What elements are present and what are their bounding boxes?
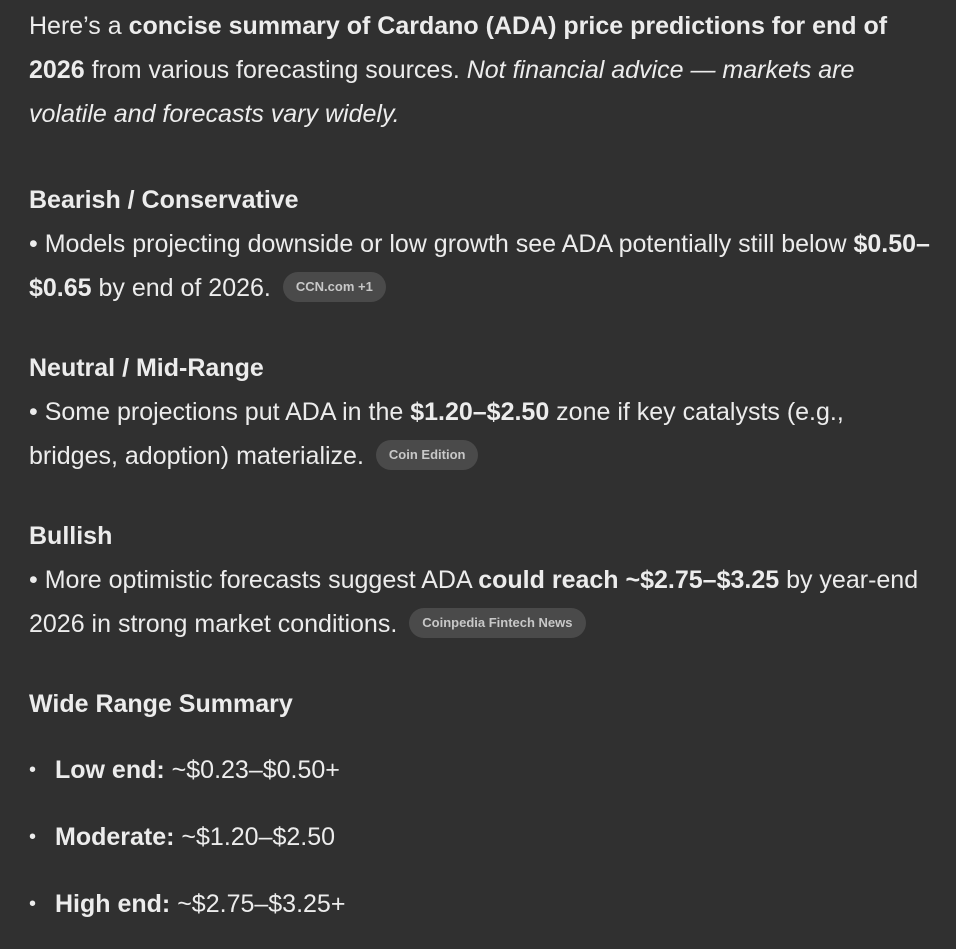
- intro-bold: concise summary of Cardano (ADA) price predictions for end of 2026: [29, 12, 888, 84]
- assistant-message: [29, 4, 939, 949]
- summary-label: Moderate:: [55, 823, 175, 851]
- summary-value: ~$1.20–$2.50: [174, 823, 336, 851]
- bullet-text: Some projections put ADA in the: [37, 398, 411, 426]
- section-heading: Bullish: [29, 522, 113, 550]
- bullet-text: More optimistic forecasts suggest ADA: [37, 566, 479, 594]
- intro-paragraph: [29, 4, 939, 136]
- bullet-text: Models projecting downside or low growth see ADA potentially still below: [37, 230, 854, 258]
- section-heading: Bearish / Conservative: [29, 186, 299, 214]
- list-item: [29, 748, 939, 792]
- section-neutral: [29, 346, 939, 478]
- bullet-text-2: zone if key catalysts (e.g., bridges, adoption) materialize.: [29, 398, 844, 470]
- summary-heading: Wide Range Summary: [29, 690, 293, 718]
- bullet-text-2: by year-end 2026 in strong market conditions.: [29, 566, 919, 638]
- source-chip-coinpedia[interactable]: Coinpedia Fintech News: [409, 608, 585, 638]
- intro-text: Here’s a: [29, 12, 129, 40]
- disclaimer-text: Not financial advice — markets are volatile and forecasts vary widely.: [29, 56, 855, 128]
- list-item: [29, 815, 939, 859]
- bullet-dot: •: [29, 759, 37, 781]
- intro-text-2: from various forecasting sources.: [84, 56, 467, 84]
- bullet-dot: •: [29, 566, 38, 594]
- price-range: could reach ~$2.75–$3.25: [478, 566, 780, 594]
- bullet-text-2: by end of 2026.: [91, 274, 271, 302]
- bullet-dot: •: [29, 398, 38, 426]
- summary-label: Low end:: [55, 756, 165, 784]
- section-bullet: [29, 390, 939, 478]
- summary-list: [29, 748, 939, 926]
- summary-value: ~$2.75–$3.25+: [170, 890, 346, 918]
- bullet-dot: •: [29, 230, 38, 258]
- section-bearish: [29, 178, 939, 310]
- summary-label: High end:: [55, 890, 171, 918]
- section-bullet: [29, 558, 939, 646]
- bullet-dot: •: [29, 826, 37, 848]
- section-bullish: [29, 514, 939, 646]
- source-chip-coin-edition[interactable]: Coin Edition: [376, 440, 479, 470]
- section-heading: Neutral / Mid-Range: [29, 354, 264, 382]
- bullet-dot: •: [29, 893, 37, 915]
- section-bullet: [29, 222, 939, 310]
- price-range: $0.50–$0.65: [29, 230, 930, 302]
- summary-value: ~$0.23–$0.50+: [164, 756, 340, 784]
- price-range: $1.20–$2.50: [410, 398, 550, 426]
- source-chip-ccn[interactable]: CCN.com +1: [283, 272, 386, 302]
- list-item: [29, 882, 939, 926]
